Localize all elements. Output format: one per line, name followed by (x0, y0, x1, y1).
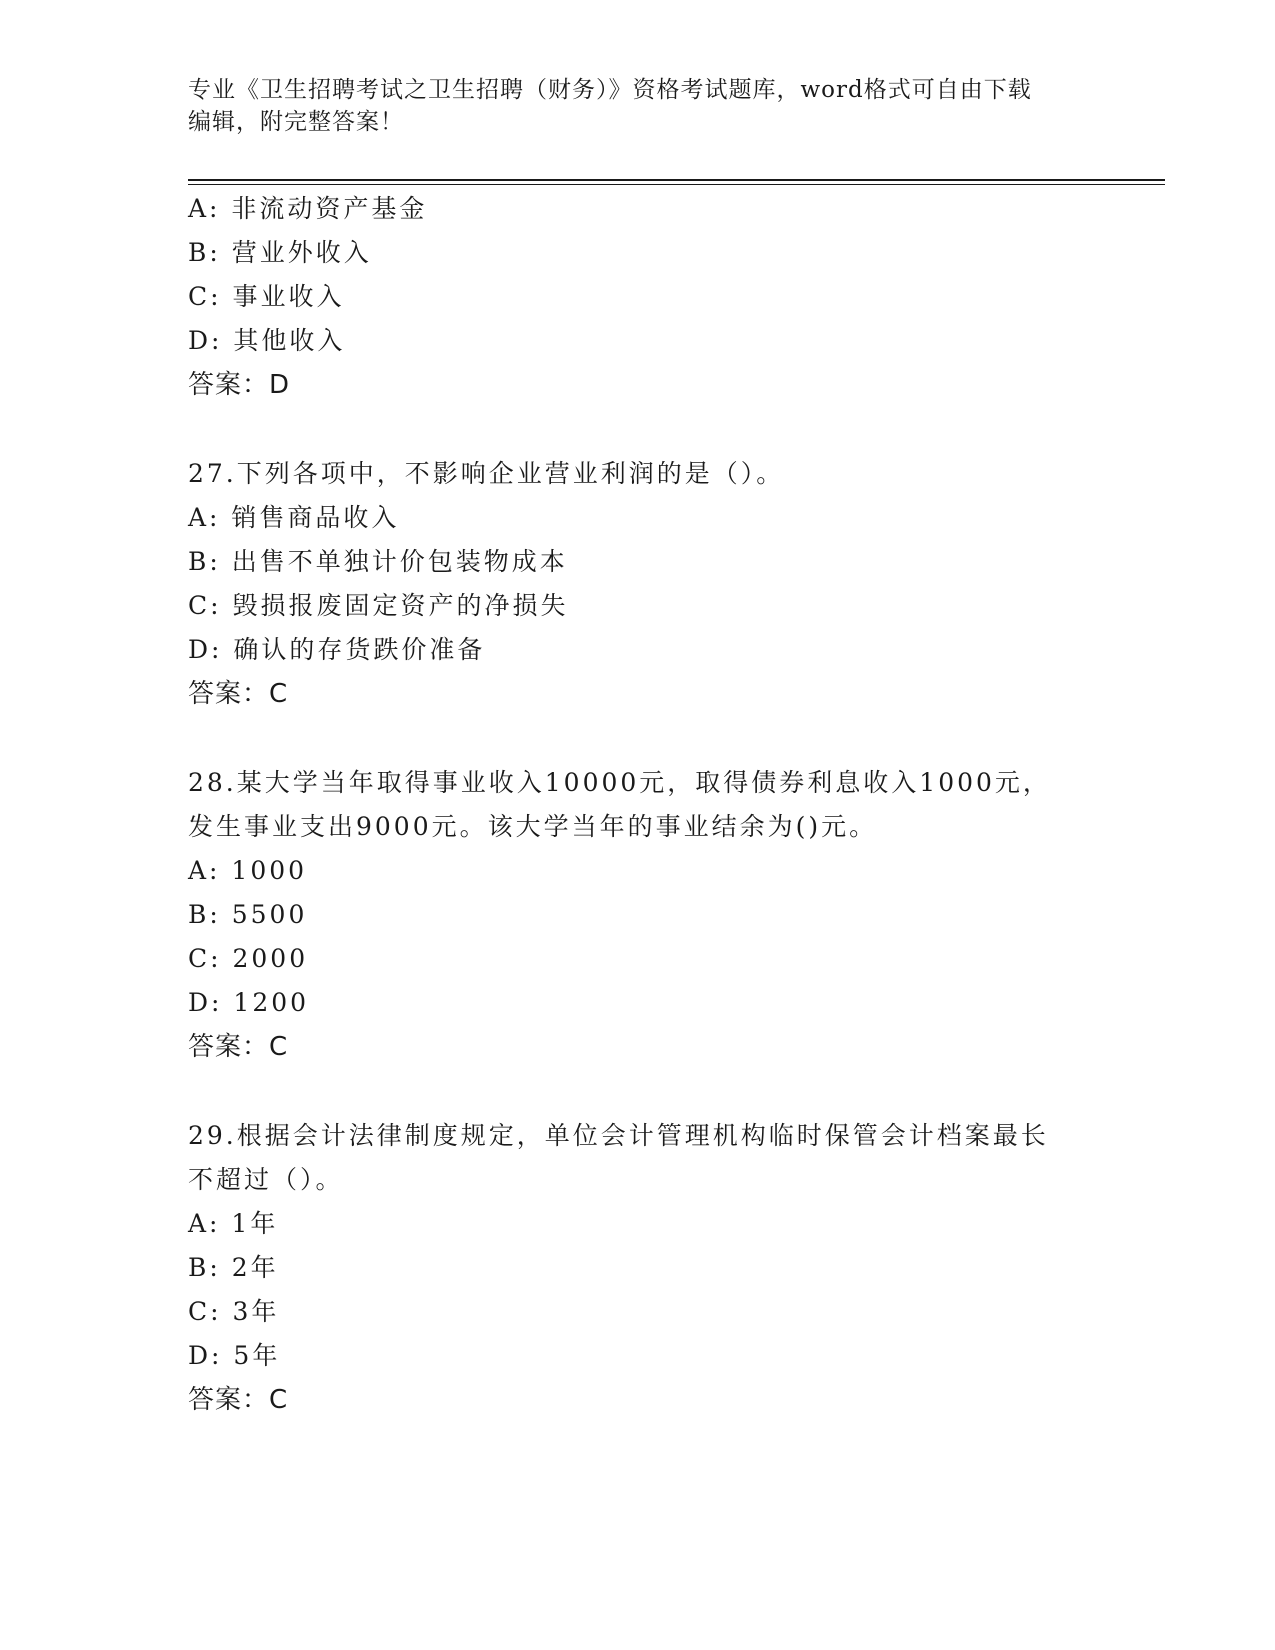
q29-answer: 答案：C (188, 1385, 289, 1415)
q28-option-d: D: 1200 (188, 988, 310, 1017)
q27-option-c: C: 毁损报废固定资产的净损失 (188, 591, 569, 620)
q27-answer: 答案：C (188, 679, 289, 709)
q29-stem-line-1: 29.根据会计法律制度规定，单位会计管理机构临时保管会计档案最长 (188, 1121, 1049, 1150)
q29-stem-line-2: 不超过（）。 (188, 1165, 344, 1194)
q28-stem-line-2: 发生事业支出9000元。该大学当年的事业结余为()元。 (188, 812, 878, 841)
q29-option-c: C: 3年 (188, 1297, 280, 1326)
header-line-1: 专业《卫生招聘考试之卫生招聘（财务）》资格考试题库，word格式可自由下载 (188, 77, 1032, 103)
q27-option-b: B: 出售不单独计价包装物成本 (188, 547, 568, 576)
q26-option-c: C: 事业收入 (188, 282, 345, 311)
q28-option-a: A: 1000 (188, 856, 308, 885)
q28-stem-line-1: 28.某大学当年取得事业收入10000元，取得债券利息收入1000元， (188, 768, 1051, 797)
q27-stem: 27.下列各项中，不影响企业营业利润的是（）。 (188, 459, 785, 488)
header-line-2: 编辑，附完整答案！ (188, 109, 404, 135)
q26-option-b: B: 营业外收入 (188, 238, 372, 267)
q28-option-b: B: 5500 (188, 900, 308, 929)
q27-option-a: A: 销售商品收入 (188, 503, 400, 532)
q28-answer: 答案：C (188, 1032, 289, 1062)
header-divider-thin (188, 184, 1165, 185)
q26-option-d: D: 其他收入 (188, 326, 346, 355)
q29-option-b: B: 2年 (188, 1253, 279, 1282)
q26-answer: 答案：D (188, 370, 291, 400)
q29-option-a: A: 1年 (188, 1209, 279, 1238)
q29-option-d: D: 5年 (188, 1341, 281, 1370)
q28-option-c: C: 2000 (188, 944, 309, 973)
header-divider-thick (188, 179, 1165, 181)
q26-option-a: A: 非流动资产基金 (188, 194, 428, 223)
document-header (188, 74, 1088, 138)
q27-option-d: D: 确认的存货跌价准备 (188, 635, 486, 664)
